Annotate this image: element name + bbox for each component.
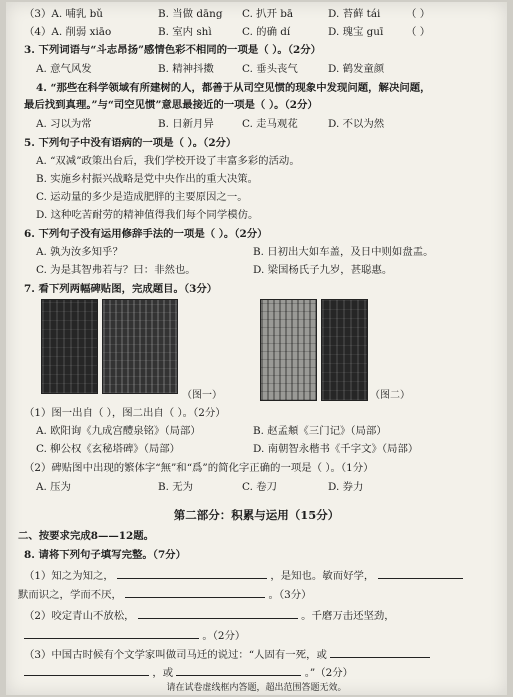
answer-blank[interactable] <box>330 647 430 658</box>
option: D. 瑰宝 guī <box>328 26 384 38</box>
caption-figure-1: （图一） <box>182 390 222 401</box>
option: B. 精神抖擞 <box>158 63 214 75</box>
option: A. 孰为汝多知乎？ <box>36 246 123 258</box>
calligraphy-image-1-left <box>41 299 98 394</box>
question-8-stem: 8. 请将下列句子填写完整。（7分） <box>24 549 186 561</box>
text-segment: 。”（2分） <box>304 667 354 679</box>
fill-line-2 <box>18 587 498 602</box>
answer-blank[interactable] <box>24 628 199 639</box>
fill-line-6 <box>24 665 504 680</box>
option: （4）A. 削弱 xiāo <box>24 26 112 38</box>
text-segment: ，是知也。敏而好学， <box>270 570 375 582</box>
question-7-sub1: （1）图一出自（ ），图二出自（ ）。（2分） <box>24 407 226 419</box>
page-footer-note: 请在试卷虚线框内答题，超出范围答题无效。 <box>166 683 347 693</box>
question-5-option-d: D. 这种吃苦耐劳的精神值得我们每个同学模仿。 <box>36 209 259 221</box>
option: C. 的确 dí <box>242 26 291 38</box>
fill-line-3 <box>24 608 504 623</box>
option: D. 券力 <box>328 481 364 493</box>
text-segment: 。（3分） <box>268 589 312 601</box>
part-2-title: 第二部分：积累与运用（15分） <box>173 508 340 522</box>
question-5-option-a: A. “双减”政策出台后，我们学校开设了丰富多彩的活动。 <box>36 155 300 167</box>
answer-paren: （ ） <box>406 8 431 20</box>
text-segment: 。（2分） <box>202 630 246 642</box>
answer-blank[interactable] <box>125 587 265 598</box>
question-7-stem: 7. 看下列两幅碑贴图，完成题目。（3分） <box>24 283 218 295</box>
option: B. 日新月异 <box>158 118 214 130</box>
option: B. 赵孟頫《三门记》（局部） <box>253 425 387 437</box>
option: A. 欧阳询《九成宫醴泉铭》（局部） <box>36 425 201 437</box>
question-6-stem: 6. 下列句子没有运用修辞手法的一项是（ ）。（2分） <box>24 228 268 240</box>
option: B. 日初出大如车盖，及日中则如盘盂。 <box>253 246 434 258</box>
option: （3）A. 哺乳 bǔ <box>24 8 103 20</box>
option: A. 意气风发 <box>36 63 92 75</box>
fill-line-1 <box>24 568 504 583</box>
section-2-heading: 二、按要求完成8——12题。 <box>18 530 154 542</box>
question-4-stem-line1: 4. “那些在科学领域有所建树的人，都善于从司空见惯的现象中发现问题，解决问题， <box>36 82 431 94</box>
option: D. 梁国杨氏子九岁，甚聪惠。 <box>253 264 393 276</box>
question-7-sub2: （2）碑贴图中出现的繁体字“無”和“爲”的简化字正确的一项是（ ）。（1分） <box>24 462 374 474</box>
answer-blank[interactable] <box>138 608 298 619</box>
text-segment: 默而识之，学而不厌， <box>18 589 122 601</box>
calligraphy-image-2-left <box>260 299 317 401</box>
option: C. 扒开 bā <box>242 8 294 20</box>
option: D. 苔藓 tái <box>328 8 381 20</box>
question-3-stem: 3. 下列词语与“斗志昂扬”感情色彩不相同的一项是（ ）。（2分） <box>24 44 322 56</box>
option: D. 南朝智永楷书《千字文》（局部） <box>253 443 419 455</box>
option: C. 垂头丧气 <box>242 63 298 75</box>
text-segment: （1）知之为知之， <box>24 570 114 582</box>
text-segment: ，或 <box>152 667 174 679</box>
fill-line-4 <box>24 628 504 643</box>
question-4-stem-line2: 最后找到真理。”与“司空见惯”意思最接近的一项是（ ）。（2分） <box>24 99 318 111</box>
option: D. 不以为然 <box>328 118 385 130</box>
calligraphy-image-1-right <box>102 299 178 394</box>
option: B. 室内 shì <box>158 26 212 38</box>
option: B. 无为 <box>158 481 194 493</box>
option: D. 鹤发童颜 <box>328 63 385 75</box>
answer-paren: （ ） <box>406 26 431 38</box>
option: C. 走马观花 <box>242 118 298 130</box>
question-5-option-b: B. 实施乡村振兴战略是党中央作出的重大决策。 <box>36 173 259 185</box>
option: B. 当做 dāng <box>158 8 223 20</box>
fill-line-5 <box>24 647 504 662</box>
answer-blank[interactable] <box>176 665 301 676</box>
option: A. 习以为常 <box>36 118 92 130</box>
answer-blank[interactable] <box>24 665 149 676</box>
answer-blank[interactable] <box>117 568 267 579</box>
question-5-option-c: C. 运动量的多少是造成肥胖的主要原因之一。 <box>36 191 248 203</box>
answer-blank[interactable] <box>378 568 463 579</box>
caption-figure-2: （图二） <box>370 390 410 401</box>
option: A. 压为 <box>36 481 71 493</box>
text-segment: （3）中国古时候有个文学家叫做司马迁的说过：“人固有一死，或 <box>24 649 327 661</box>
question-5-stem: 5. 下列句子中没有语病的一项是（ ）。（2分） <box>24 137 237 149</box>
option: C. 柳公权《玄秘塔碑》（局部） <box>36 443 181 455</box>
option: C. 卷刀 <box>242 481 277 493</box>
text-segment: （2）咬定青山不放松， <box>24 610 135 622</box>
option: C. 为是其智弗若与？曰：非然也。 <box>36 264 196 276</box>
text-segment: 。千磨万击还坚劲， <box>301 610 395 622</box>
calligraphy-image-2-right <box>321 299 368 401</box>
exam-paper <box>6 2 507 695</box>
